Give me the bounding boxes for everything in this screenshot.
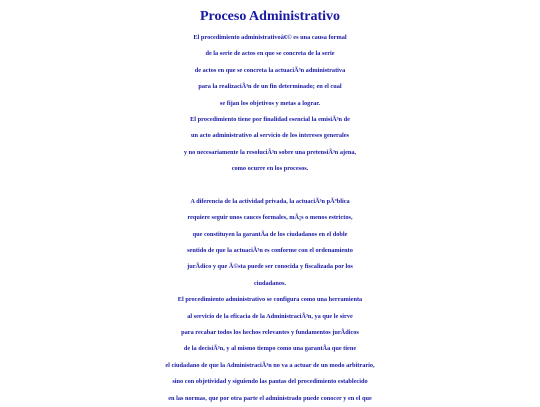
text-line: el ciudadano de que la AdministraciÃ³n no va a actuar de un modo arbitrario,: [165, 361, 375, 369]
text-line: que constituyen la garantÃa de los ciudadanos en el doble: [192, 230, 348, 238]
text-line: requiere seguir unos cauces formales, mÃ¡s o menos estrictos,: [187, 214, 353, 222]
text-line: un acto administrativo al servicio de los intereses generales: [191, 132, 349, 140]
paragraph-2: [0, 112, 540, 178]
text-line: jurÃdico y que Ã©sta puede ser conocida y fiscalizada por los: [187, 263, 353, 271]
text-line: se fijan los objetivos y metas a lograr.: [219, 99, 321, 107]
page-title: Proceso Administrativo: [199, 9, 341, 24]
text-line: al servicio de la eficacia de la AdministraciÃ³n, ya que le sirve: [187, 312, 353, 320]
paragraph-spacer: [0, 178, 540, 194]
text-line: El procedimiento tiene por finalidad esencial la emisiÃ³n de: [190, 115, 350, 123]
text-line: sentido de que la actuaciÃ³n es conforme con el ordenamiento: [187, 247, 353, 255]
text-line: de la decisiÃ³n, y al mismo tiempo como una garantÃa que tiene: [183, 345, 357, 353]
text-line: sino con objetividad y siguiendo las pautas del procedimiento establecido: [172, 378, 368, 386]
text-line: de la serie de actos en que se concreta de la serie: [205, 50, 335, 58]
text-line: como ocurre en los procesos.: [231, 165, 309, 173]
text-line: en las normas, que por otra parte el administrado puede conocer y en el que: [168, 394, 372, 402]
paragraph-4: [0, 292, 540, 407]
paragraph-1: [0, 27, 540, 112]
text-line: El procedimiento administrativoâ€© es una causa formal: [193, 34, 347, 41]
text-line: ciudadanos.: [253, 279, 287, 287]
text-line: para la realizaciÃ³n de un fin determinado; en el cual: [198, 83, 342, 91]
text-line: y no necesariamente la resoluciÃ³n sobre una pretensiÃ³n ajena,: [183, 148, 357, 156]
paragraph-3: [0, 194, 540, 292]
text-line: de actos en que se concreta la actuaciÃ³n administrativa: [194, 66, 346, 74]
text-line: El procedimiento administrativo se configura como una herramienta: [177, 296, 363, 304]
text-line: A diferencia de la actividad privada, la actuaciÃ³n pÃºblica: [190, 197, 350, 205]
text-line: para recabar todos los hechos relevantes y fundamentos jurÃdicos: [181, 329, 359, 337]
